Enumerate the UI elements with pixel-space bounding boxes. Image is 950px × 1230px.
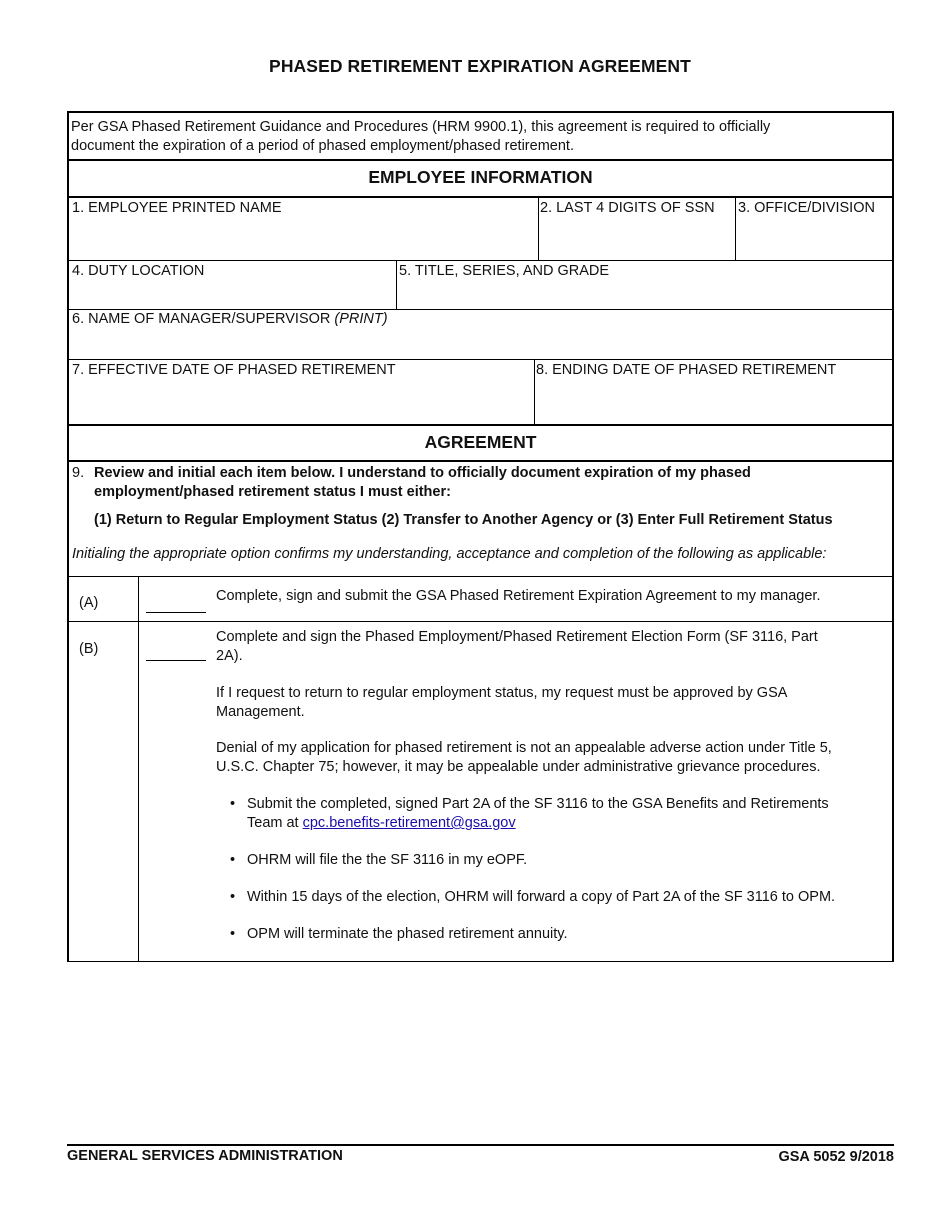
divider: [69, 260, 892, 261]
item-9-line-1: Review and initial each item below. I understand to officially document expiration of my phased: [94, 465, 751, 481]
row-a-text: Complete, sign and submit the GSA Phased Retirement Expiration Agreement to my manager.: [216, 588, 821, 604]
ssn-last4-field[interactable]: [540, 199, 715, 218]
divider: [69, 621, 892, 622]
manager-name-label: 6. NAME OF MANAGER/SUPERVISOR: [72, 311, 335, 327]
agency-name: GENERAL SERVICES ADMINISTRATION: [67, 1148, 343, 1164]
item-9-number: 9.: [72, 465, 85, 481]
divider: [396, 261, 397, 309]
employee-information-header: EMPLOYEE INFORMATION: [368, 167, 593, 187]
intro-text: [71, 118, 886, 156]
divider: [69, 576, 892, 577]
bullet-item-3-text: Within 15 days of the election, OHRM will forward a copy of Part 2A of the SF 3116 to OPM.: [247, 889, 836, 905]
bullet-dot-icon: •: [230, 889, 236, 905]
divider: [69, 359, 892, 360]
row-b-paragraph-1-line-2: 2A).: [216, 648, 243, 664]
divider: [534, 360, 535, 424]
divider: [69, 460, 892, 462]
employee-printed-name-label: 1. EMPLOYEE PRINTED NAME: [72, 200, 282, 216]
intro-line-2: document the expiration of a period of phased employment/phased retirement.: [71, 138, 574, 154]
row-b-paragraph-2-line-2: Management.: [216, 704, 305, 720]
manager-name-field[interactable]: [72, 310, 388, 329]
row-a-label: (A): [79, 595, 99, 611]
ssn-last4-label: 2. LAST 4 DIGITS OF SSN: [540, 200, 715, 216]
title-series-grade-label: 5. TITLE, SERIES, AND GRADE: [399, 263, 610, 279]
intro-line-1: Per GSA Phased Retirement Guidance and Procedures (HRM 9900.1), this agreement is required to officially: [71, 119, 771, 135]
effective-date-label: 7. EFFECTIVE DATE OF PHASED RETIREMENT: [72, 362, 396, 378]
duty-location-label: 4. DUTY LOCATION: [72, 263, 205, 279]
row-b-paragraph-2: [216, 684, 886, 722]
bullet-item-1-prefix: Team at: [247, 815, 303, 831]
item-9-options: (1) Return to Regular Employment Status (2) Transfer to Another Agency or (3) Enter Full Retirement Status: [94, 512, 833, 528]
bullet-dot-icon: •: [230, 796, 236, 812]
row-b-paragraph-3-line-1: Denial of my application for phased retirement is not an appealable adverse action under Title 5,: [216, 740, 832, 756]
ending-date-field[interactable]: [536, 361, 836, 380]
bullet-item-4: [230, 925, 907, 944]
bullet-item-4-text: OPM will terminate the phased retirement annuity.: [247, 926, 568, 942]
divider: [138, 576, 139, 961]
item-9-text: [94, 464, 884, 502]
bullet-item-1-line-2: [247, 814, 907, 833]
bullet-item-2: [230, 851, 907, 870]
divider: [735, 198, 736, 260]
row-b-paragraph-1: [216, 628, 886, 666]
row-b-label: (B): [79, 641, 99, 657]
bullet-item-1: [230, 795, 907, 833]
bullet-item-1-line-1: Submit the completed, signed Part 2A of the SF 3116 to the GSA Benefits and Retirements: [247, 796, 829, 812]
form-title: PHASED RETIREMENT EXPIRATION AGREEMENT: [269, 56, 691, 76]
bullet-item-3: [230, 888, 887, 907]
row-b-paragraph-3: [216, 739, 896, 777]
duty-location-field[interactable]: [72, 262, 204, 281]
office-division-label: 3. OFFICE/DIVISION: [738, 200, 875, 216]
bullet-item-2-text: OHRM will file the the SF 3116 in my eOPF.: [247, 852, 528, 868]
title-series-grade-field[interactable]: [399, 262, 609, 281]
divider: [69, 196, 892, 198]
employee-printed-name-field[interactable]: [72, 199, 282, 218]
agreement-header: AGREEMENT: [424, 432, 537, 452]
row-b-paragraph-3-line-2: U.S.C. Chapter 75; however, it may be appealable under administrative grievance procedures.: [216, 759, 821, 775]
row-b-paragraph-2-line-1: If I request to return to regular employment status, my request must be approved by GSA: [216, 685, 788, 701]
agreement-form: [67, 111, 894, 962]
manager-name-print-hint: (PRINT): [334, 311, 388, 327]
page-footer: [67, 1144, 894, 1165]
bullet-dot-icon: •: [230, 926, 236, 942]
effective-date-field[interactable]: [72, 361, 396, 380]
divider: [69, 159, 892, 161]
row-a-initial-blank[interactable]: [146, 612, 206, 613]
ending-date-label: 8. ENDING DATE OF PHASED RETIREMENT: [536, 362, 837, 378]
divider: [538, 198, 539, 260]
initialing-instruction: Initialing the appropriate option confirms my understanding, acceptance and completion of the following as applicable:: [72, 546, 827, 562]
item-9-line-2: employment/phased retirement status I must either:: [94, 484, 451, 500]
form-number: GSA 5052 9/2018: [778, 1149, 894, 1165]
bullet-dot-icon: •: [230, 852, 236, 868]
row-b-paragraph-1-line-1: Complete and sign the Phased Employment/Phased Retirement Election Form (SF 3116, Part: [216, 629, 818, 645]
divider: [69, 424, 892, 426]
row-b-initial-blank[interactable]: [146, 660, 206, 661]
office-division-field[interactable]: [738, 199, 875, 218]
benefits-email-link[interactable]: cpc.benefits-retirement@gsa.gov: [302, 815, 516, 831]
